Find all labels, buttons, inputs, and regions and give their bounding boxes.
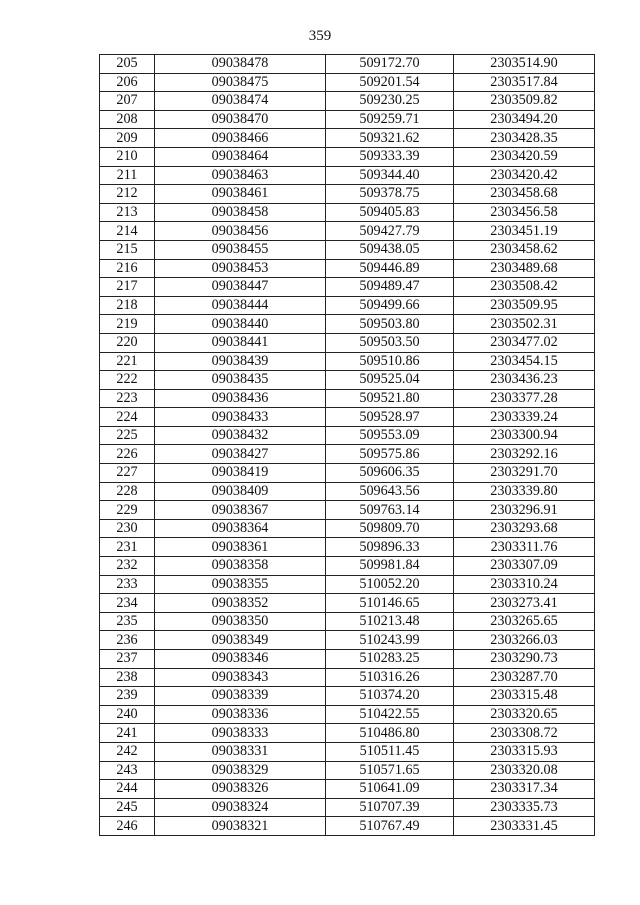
table-row — [100, 408, 595, 427]
point-code-cell: 09038466 — [155, 129, 326, 148]
point-number-cell: 214 — [100, 222, 155, 241]
table-row — [100, 55, 595, 74]
table-row — [100, 129, 595, 148]
point-code-cell: 09038326 — [155, 780, 326, 799]
point-code-cell: 09038439 — [155, 352, 326, 371]
table-row — [100, 73, 595, 92]
table-row — [100, 426, 595, 445]
x-coordinate-cell: 509503.50 — [326, 333, 454, 352]
point-number-cell: 229 — [100, 501, 155, 520]
table-row — [100, 668, 595, 687]
x-coordinate-cell: 509503.80 — [326, 315, 454, 334]
point-number-cell: 216 — [100, 259, 155, 278]
point-number-cell: 237 — [100, 650, 155, 669]
point-code-cell: 09038453 — [155, 259, 326, 278]
x-coordinate-cell: 509575.86 — [326, 445, 454, 464]
point-code-cell: 09038361 — [155, 538, 326, 557]
y-coordinate-cell: 2303514.90 — [454, 55, 595, 74]
y-coordinate-cell: 2303420.42 — [454, 166, 595, 185]
point-code-cell: 09038333 — [155, 724, 326, 743]
point-code-cell: 09038447 — [155, 278, 326, 297]
point-number-cell: 209 — [100, 129, 155, 148]
point-code-cell: 09038435 — [155, 371, 326, 390]
x-coordinate-cell: 509172.70 — [326, 55, 454, 74]
point-code-cell: 09038329 — [155, 761, 326, 780]
x-coordinate-cell: 509344.40 — [326, 166, 454, 185]
point-number-cell: 228 — [100, 482, 155, 501]
x-coordinate-cell: 510052.20 — [326, 575, 454, 594]
y-coordinate-cell: 2303451.19 — [454, 222, 595, 241]
table-row — [100, 315, 595, 334]
point-number-cell: 234 — [100, 594, 155, 613]
point-code-cell: 09038358 — [155, 557, 326, 576]
point-code-cell: 09038352 — [155, 594, 326, 613]
point-code-cell: 09038470 — [155, 110, 326, 129]
x-coordinate-cell: 509333.39 — [326, 147, 454, 166]
y-coordinate-cell: 2303331.45 — [454, 817, 595, 836]
table-row — [100, 464, 595, 483]
y-coordinate-cell: 2303317.34 — [454, 780, 595, 799]
point-code-cell: 09038440 — [155, 315, 326, 334]
y-coordinate-cell: 2303315.48 — [454, 687, 595, 706]
point-code-cell: 09038355 — [155, 575, 326, 594]
table-row — [100, 557, 595, 576]
point-number-cell: 239 — [100, 687, 155, 706]
table-row — [100, 724, 595, 743]
point-number-cell: 208 — [100, 110, 155, 129]
point-code-cell: 09038367 — [155, 501, 326, 520]
point-code-cell: 09038419 — [155, 464, 326, 483]
point-number-cell: 218 — [100, 296, 155, 315]
point-code-cell: 09038458 — [155, 203, 326, 222]
y-coordinate-cell: 2303494.20 — [454, 110, 595, 129]
x-coordinate-cell: 509525.04 — [326, 371, 454, 390]
y-coordinate-cell: 2303489.68 — [454, 259, 595, 278]
point-code-cell: 09038478 — [155, 55, 326, 74]
point-number-cell: 243 — [100, 761, 155, 780]
point-number-cell: 219 — [100, 315, 155, 334]
x-coordinate-cell: 510707.39 — [326, 798, 454, 817]
point-code-cell: 09038475 — [155, 73, 326, 92]
table-row — [100, 203, 595, 222]
y-coordinate-cell: 2303273.41 — [454, 594, 595, 613]
y-coordinate-cell: 2303266.03 — [454, 631, 595, 650]
y-coordinate-cell: 2303291.70 — [454, 464, 595, 483]
table-row — [100, 631, 595, 650]
x-coordinate-cell: 509259.71 — [326, 110, 454, 129]
point-number-cell: 210 — [100, 147, 155, 166]
point-code-cell: 09038436 — [155, 389, 326, 408]
y-coordinate-cell: 2303311.76 — [454, 538, 595, 557]
point-number-cell: 211 — [100, 166, 155, 185]
point-code-cell: 09038339 — [155, 687, 326, 706]
y-coordinate-cell: 2303308.72 — [454, 724, 595, 743]
table-row — [100, 780, 595, 799]
point-number-cell: 240 — [100, 705, 155, 724]
x-coordinate-cell: 509981.84 — [326, 557, 454, 576]
y-coordinate-cell: 2303428.35 — [454, 129, 595, 148]
y-coordinate-cell: 2303339.24 — [454, 408, 595, 427]
x-coordinate-cell: 509405.83 — [326, 203, 454, 222]
x-coordinate-cell: 509763.14 — [326, 501, 454, 520]
y-coordinate-cell: 2303265.65 — [454, 612, 595, 631]
y-coordinate-cell: 2303293.68 — [454, 519, 595, 538]
x-coordinate-cell: 509553.09 — [326, 426, 454, 445]
point-code-cell: 09038444 — [155, 296, 326, 315]
x-coordinate-cell: 509321.62 — [326, 129, 454, 148]
point-number-cell: 236 — [100, 631, 155, 650]
table-row — [100, 501, 595, 520]
table-row — [100, 482, 595, 501]
x-coordinate-cell: 510511.45 — [326, 742, 454, 761]
table-row — [100, 240, 595, 259]
table-row — [100, 333, 595, 352]
x-coordinate-cell: 510213.48 — [326, 612, 454, 631]
point-code-cell: 09038433 — [155, 408, 326, 427]
point-number-cell: 222 — [100, 371, 155, 390]
table-row — [100, 110, 595, 129]
table-row — [100, 650, 595, 669]
point-code-cell: 09038350 — [155, 612, 326, 631]
table-row — [100, 742, 595, 761]
point-number-cell: 242 — [100, 742, 155, 761]
point-code-cell: 09038331 — [155, 742, 326, 761]
y-coordinate-cell: 2303335.73 — [454, 798, 595, 817]
x-coordinate-cell: 509528.97 — [326, 408, 454, 427]
point-code-cell: 09038461 — [155, 185, 326, 204]
point-code-cell: 09038343 — [155, 668, 326, 687]
point-number-cell: 220 — [100, 333, 155, 352]
x-coordinate-cell: 510571.65 — [326, 761, 454, 780]
x-coordinate-cell: 509438.05 — [326, 240, 454, 259]
table-row — [100, 389, 595, 408]
table-row — [100, 259, 595, 278]
y-coordinate-cell: 2303502.31 — [454, 315, 595, 334]
point-number-cell: 245 — [100, 798, 155, 817]
table-row — [100, 445, 595, 464]
point-number-cell: 207 — [100, 92, 155, 111]
x-coordinate-cell: 510283.25 — [326, 650, 454, 669]
y-coordinate-cell: 2303339.80 — [454, 482, 595, 501]
x-coordinate-cell: 509809.70 — [326, 519, 454, 538]
point-code-cell: 09038409 — [155, 482, 326, 501]
y-coordinate-cell: 2303458.68 — [454, 185, 595, 204]
x-coordinate-cell: 509643.56 — [326, 482, 454, 501]
table-row — [100, 519, 595, 538]
y-coordinate-cell: 2303292.16 — [454, 445, 595, 464]
point-number-cell: 205 — [100, 55, 155, 74]
point-number-cell: 233 — [100, 575, 155, 594]
y-coordinate-cell: 2303508.42 — [454, 278, 595, 297]
y-coordinate-cell: 2303320.65 — [454, 705, 595, 724]
point-code-cell: 09038474 — [155, 92, 326, 111]
point-number-cell: 225 — [100, 426, 155, 445]
y-coordinate-cell: 2303296.91 — [454, 501, 595, 520]
point-code-cell: 09038463 — [155, 166, 326, 185]
y-coordinate-cell: 2303436.23 — [454, 371, 595, 390]
point-number-cell: 223 — [100, 389, 155, 408]
point-code-cell: 09038321 — [155, 817, 326, 836]
point-code-cell: 09038336 — [155, 705, 326, 724]
point-code-cell: 09038349 — [155, 631, 326, 650]
x-coordinate-cell: 510374.20 — [326, 687, 454, 706]
table-row — [100, 147, 595, 166]
point-code-cell: 09038346 — [155, 650, 326, 669]
point-number-cell: 213 — [100, 203, 155, 222]
table-row — [100, 222, 595, 241]
table-row — [100, 92, 595, 111]
table-body — [100, 55, 595, 836]
point-code-cell: 09038455 — [155, 240, 326, 259]
point-code-cell: 09038441 — [155, 333, 326, 352]
table-row — [100, 687, 595, 706]
y-coordinate-cell: 2303315.93 — [454, 742, 595, 761]
point-code-cell: 09038456 — [155, 222, 326, 241]
y-coordinate-cell: 2303290.73 — [454, 650, 595, 669]
y-coordinate-cell: 2303287.70 — [454, 668, 595, 687]
y-coordinate-cell: 2303509.95 — [454, 296, 595, 315]
x-coordinate-cell: 509446.89 — [326, 259, 454, 278]
y-coordinate-cell: 2303456.58 — [454, 203, 595, 222]
point-number-cell: 221 — [100, 352, 155, 371]
point-number-cell: 238 — [100, 668, 155, 687]
x-coordinate-cell: 509499.66 — [326, 296, 454, 315]
point-number-cell: 206 — [100, 73, 155, 92]
point-number-cell: 231 — [100, 538, 155, 557]
point-code-cell: 09038464 — [155, 147, 326, 166]
table-row — [100, 185, 595, 204]
table-row — [100, 538, 595, 557]
x-coordinate-cell: 510486.80 — [326, 724, 454, 743]
table-row — [100, 166, 595, 185]
point-number-cell: 235 — [100, 612, 155, 631]
point-code-cell: 09038427 — [155, 445, 326, 464]
y-coordinate-cell: 2303377.28 — [454, 389, 595, 408]
x-coordinate-cell: 510316.26 — [326, 668, 454, 687]
y-coordinate-cell: 2303477.02 — [454, 333, 595, 352]
x-coordinate-cell: 509896.33 — [326, 538, 454, 557]
x-coordinate-cell: 510767.49 — [326, 817, 454, 836]
x-coordinate-cell: 509230.25 — [326, 92, 454, 111]
x-coordinate-cell: 510641.09 — [326, 780, 454, 799]
point-number-cell: 227 — [100, 464, 155, 483]
point-number-cell: 232 — [100, 557, 155, 576]
table-row — [100, 352, 595, 371]
table-row — [100, 705, 595, 724]
x-coordinate-cell: 509427.79 — [326, 222, 454, 241]
y-coordinate-cell: 2303458.62 — [454, 240, 595, 259]
x-coordinate-cell: 510146.65 — [326, 594, 454, 613]
x-coordinate-cell: 509521.80 — [326, 389, 454, 408]
table-row — [100, 575, 595, 594]
x-coordinate-cell: 510243.99 — [326, 631, 454, 650]
point-number-cell: 215 — [100, 240, 155, 259]
table-row — [100, 612, 595, 631]
y-coordinate-cell: 2303310.24 — [454, 575, 595, 594]
point-number-cell: 246 — [100, 817, 155, 836]
y-coordinate-cell: 2303517.84 — [454, 73, 595, 92]
point-number-cell: 217 — [100, 278, 155, 297]
table-row — [100, 371, 595, 390]
x-coordinate-cell: 510422.55 — [326, 705, 454, 724]
y-coordinate-cell: 2303454.15 — [454, 352, 595, 371]
y-coordinate-cell: 2303320.08 — [454, 761, 595, 780]
table-row — [100, 761, 595, 780]
coordinate-table — [99, 54, 595, 836]
point-number-cell: 244 — [100, 780, 155, 799]
y-coordinate-cell: 2303300.94 — [454, 426, 595, 445]
x-coordinate-cell: 509510.86 — [326, 352, 454, 371]
table-row — [100, 817, 595, 836]
point-number-cell: 226 — [100, 445, 155, 464]
table-row — [100, 594, 595, 613]
point-number-cell: 224 — [100, 408, 155, 427]
x-coordinate-cell: 509489.47 — [326, 278, 454, 297]
y-coordinate-cell: 2303420.59 — [454, 147, 595, 166]
page-number: 359 — [308, 28, 332, 44]
table-row — [100, 278, 595, 297]
y-coordinate-cell: 2303307.09 — [454, 557, 595, 576]
x-coordinate-cell: 509606.35 — [326, 464, 454, 483]
x-coordinate-cell: 509201.54 — [326, 73, 454, 92]
point-code-cell: 09038364 — [155, 519, 326, 538]
point-number-cell: 241 — [100, 724, 155, 743]
point-number-cell: 230 — [100, 519, 155, 538]
y-coordinate-cell: 2303509.82 — [454, 92, 595, 111]
point-code-cell: 09038324 — [155, 798, 326, 817]
x-coordinate-cell: 509378.75 — [326, 185, 454, 204]
point-code-cell: 09038432 — [155, 426, 326, 445]
point-number-cell: 212 — [100, 185, 155, 204]
table-row — [100, 798, 595, 817]
table-row — [100, 296, 595, 315]
